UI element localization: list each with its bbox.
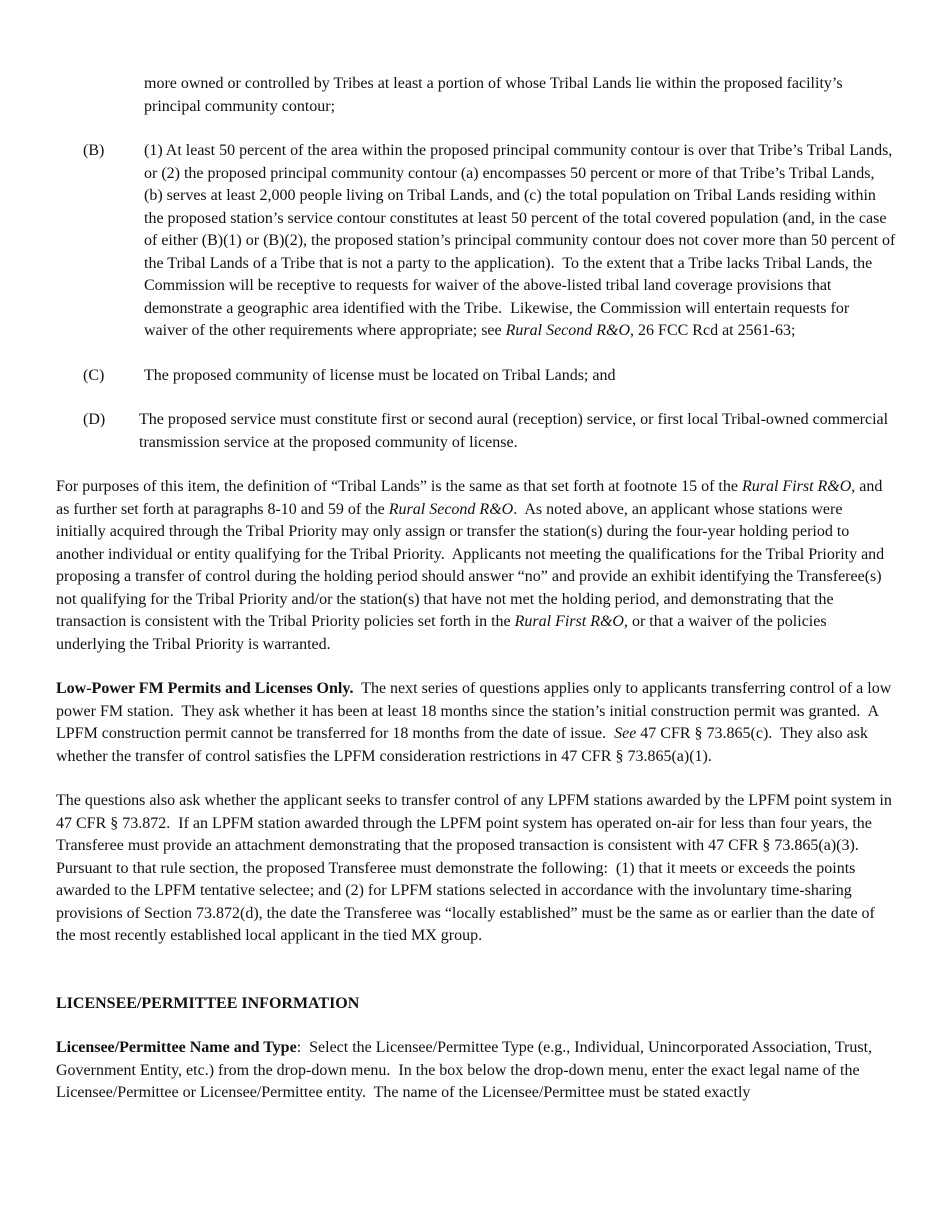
list-item-b [56,140,896,343]
list-item-c [56,365,896,388]
list-marker: (C) [83,366,105,384]
continuation-paragraph: more owned or controlled by Tribes at least a portion of whose Tribal Lands lie within the proposed facility’s principal community contour; [144,75,843,115]
paragraph-lead-in: Licensee/Permittee Name and Type [56,1039,297,1056]
list-item-d [56,409,896,454]
list-marker: (D) [83,411,106,428]
document-page [56,73,896,1127]
licensee-name-paragraph: Licensee/Permittee Name and Type: Select the Licensee/Permittee Type (e.g., Individual, Unincorporated Association, Trust, Government Entity, etc.) from the drop-down menu. In the box below the drop-down menu, enter the exact legal name of the Licensee/Permittee or Licensee/Permittee entity. The name of the Licensee/Permittee must be stated exactly [56,1039,873,1101]
list-item-text: The proposed service must constitute first or second aural (reception) service, or first local Tribal-owned commercial transmission service at the proposed community of license. [139,411,889,451]
tribal-lands-paragraph: For purposes of this item, the definition of “Tribal Lands” is the same as that set forth at footnote 15 of the Rural First R&O, and as further set forth at paragraphs 8-10 and 59 of the Rural Second R&O. As noted above, an applicant whose stations were initially acquired through the Tribal Priority may only assign or transfer the station(s) during the four-year holding period to another individual or entity qualifying for the Tribal Priority. Applicants not meeting the qualifications for the Tribal Priority and proposing a transfer of control during the holding period should answer “no” and provide an exhibit identifying the Transferee(s) not qualifying for the Tribal Priority and/or the station(s) that have not met the holding period, and demonstrating that the transaction is consistent with the Tribal Priority policies set forth in the Rural First R&O, or that a waiver of the policies underlying the Tribal Priority is warranted. [56,478,885,653]
citation: Rural First R&O [514,613,624,630]
citation: Rural Second R&O [505,322,631,339]
list-item-text: The proposed community of license must be located on Tribal Lands; and [144,366,616,384]
point-system-paragraph: The questions also ask whether the applicant seeks to transfer control of any LPFM stations awarded by the LPFM point system in 47 CFR § 73.872. If an LPFM station awarded through the LPFM point system has operated on-air for less than four years, the Transferee must provide an attachment demonstrating that the proposed transaction is consistent with 47 CFR § 73.865(a)(3). Pursuant to that rule section, the proposed Transferee must demonstrate the following: (1) that it meets or exceeds the points awarded to the LPFM tentative selectee; and (2) for LPFM stations selected in accordance with the involuntary time-sharing provisions of Section 73.872(d), the date the Transferee was “locally established” must be the same as or earlier than the date of the most recently established local applicant in the tied MX group. [56,792,892,944]
signal-word: See [614,725,637,742]
paragraph-lead-in: Low-Power FM Permits and Licenses Only. [56,680,354,697]
citation: Rural Second R&O [388,500,514,518]
citation: Rural First R&O [741,478,852,495]
list-item-text: (1) At least 50 percent of the area within the proposed principal community contour is over that Tribe’s Tribal Lands, or (2) the proposed principal community contour (a) encompasses 50 percent or more of that Tribe’s Tribal Lands, (b) serves at least 2,000 people living on Tribal Lands, and (c) the total population on Tribal Lands residing within the proposed station’s service contour constitutes at least 50 percent of the total covered population (and, in the case of either (B)(1) or (B)(2), the proposed station’s principal community contour does not cover more than 50 percent of the Tribal Lands of a Tribe that is not a party to the application). To the extent that a Tribe lacks Tribal Lands, the Commission will be receptive to requests for waiver of the above-listed tribal land coverage provisions that demonstrate a geographic area identified with the Tribe. Likewise, the Commission will entertain requests for waiver of the other requirements where appropriate; see Rural Second R&O, 26 FCC Rcd at 2561-63; [144,142,896,339]
list-marker: (B) [83,142,105,159]
lpfm-paragraph: Low-Power FM Permits and Licenses Only. The next series of questions applies only to applicants transferring control of a low power FM station. They ask whether it has been at least 18 months since the station’s initial construction permit was granted. A LPFM construction permit cannot be transferred for 18 months from the date of issue. See 47 CFR § 73.865(c). They also ask whether the transfer of control satisfies the LPFM consideration restrictions in 47 CFR § 73.865(a)(1). [56,680,892,765]
section-heading: LICENSEE/PERMITTEE INFORMATION [56,994,360,1012]
